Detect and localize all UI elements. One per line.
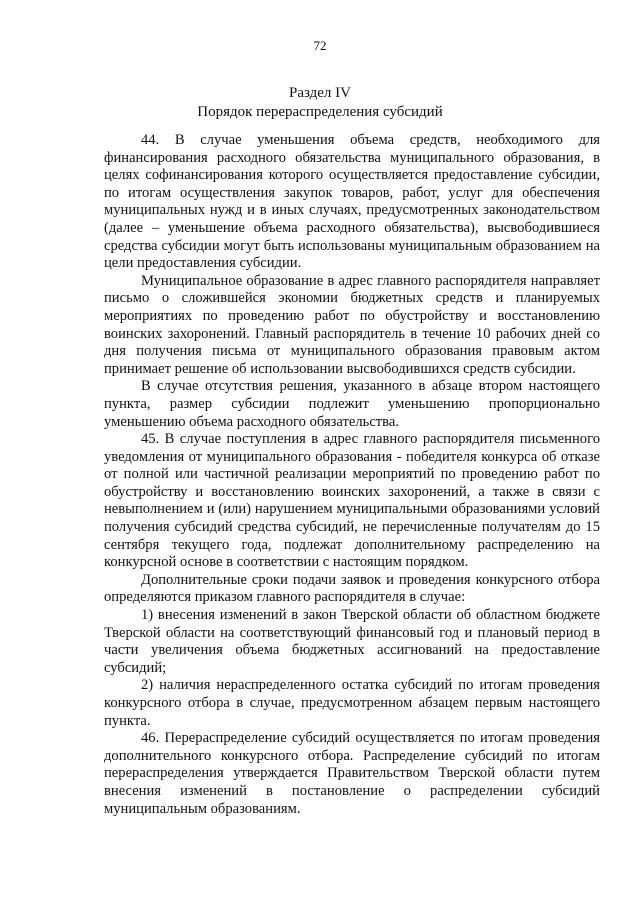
section-title: Раздел IV — [288, 85, 351, 101]
paragraph-45-part-2: Дополнительные сроки подачи заявок и проведения конкурсного отбора определяются приказом главного распорядителя в случае: — [104, 571, 600, 606]
section-subtitle: Порядок перераспределения субсидий — [197, 104, 443, 120]
list-item-2: 2) наличия нераспределенного остатка субсидий по итогам проведения конкурсного отбора в случае, предусмотренном абзацем первым настоящего пункта. — [104, 677, 600, 729]
paragraph-45: 45. В случае поступления в адрес главного распорядителя письменного уведомления от муниципального образования - победителя конкурса об отказе от полной или частичной реализации мероприятий по проведению работ по обустройству и восстановлению воинских захоронений, а также в связи с невыполнением и (или) нарушением муниципальными образованиями условий получения субсидий средства субсидий, не перечисленные получателям до 15 сентября текущего года, подлежат дополнительному распределению на конкурсной основе в соответствии с настоящим порядком. — [104, 431, 600, 571]
page-number: 72 — [313, 38, 327, 53]
document-body — [104, 132, 600, 818]
paragraph-44-part-2: Муниципальное образование в адрес главного распорядителя направляет письмо о сложившейся экономии бюджетных средств и планируемых мероприятиях по проведению работ по обустройству и восстановлению воинских захоронений. Главный распорядитель в течение 10 рабочих дней со дня получения письма от муниципального образования правовым актом принимает решение об использовании высвободившихся средств субсидии. — [104, 272, 600, 377]
paragraph-46: 46. Перераспределение субсидий осуществляется по итогам проведения дополнительного конкурсного отбора. Распределение субсидий по итогам перераспределения утверждается Правительством Тверской области путем внесения изменений в постановление о распределении субсидий муниципальным образованиям. — [104, 730, 600, 817]
list-item-1: 1) внесения изменений в закон Тверской области об областном бюджете Тверской области на соответствующий финансовый год и плановый период в части увеличения объема бюджетных ассигнований на предоставление субсидий; — [104, 607, 600, 676]
paragraph-44: 44. В случае уменьшения объема средств, необходимого для финансирования расходного обязательства муниципального образования, в целях софинансирования которого осуществляется предоставление субсидии, по итогам осуществления закупок товаров, работ, услуг для обеспечения муниципальных нужд и в иных случаях, предусмотренных законодательством (далее – уменьшение объема расходного обязательства), высвободившиеся средства субсидии могут быть использованы муниципальным образованием на цели предоставления субсидии. — [104, 132, 600, 272]
paragraph-44-part-3: В случае отсутствия решения, указанного в абзаце втором настоящего пункта, размер субсидии подлежит уменьшению пропорционально уменьшению объема расходного обязательства. — [104, 378, 600, 430]
